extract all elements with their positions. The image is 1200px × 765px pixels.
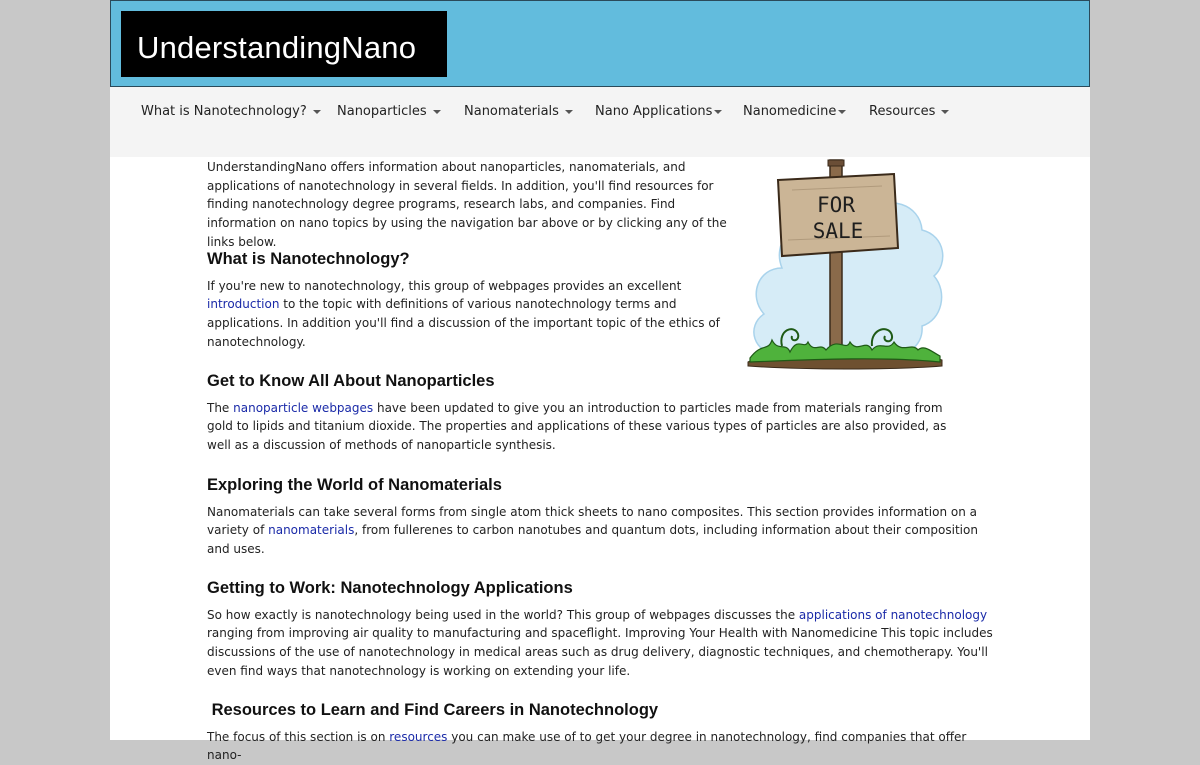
site-logo[interactable]: UnderstandingNano (121, 11, 447, 77)
paragraph-text: ranging from improving air quality to manufacturing and spaceflight. Improving Your Health with Nanomedicine This topic includes discussions of the use of nanotechnology in medical areas such as drug delivery, diagnostic techniques, and chemotherapy. You'll even find ways that nanotechnology is working on extending your life. (207, 626, 993, 678)
nav-item-nano-applications[interactable] (595, 104, 722, 126)
section-nanoparticles (207, 372, 997, 455)
caret-down-icon (714, 110, 722, 114)
section-heading: What is Nanotechnology? (207, 250, 410, 268)
nav-item-nanomedicine[interactable] (743, 104, 846, 126)
main-nav (110, 87, 1090, 157)
section-nanomaterials (207, 476, 997, 559)
nav-item-label: Nano Applications (595, 104, 713, 119)
paragraph-text: Nanomaterials can take several forms from single atom thick sheets to nano composites. This section provides information on a variety of (207, 504, 977, 538)
section-paragraph (207, 503, 997, 559)
post-cap (828, 160, 844, 166)
paragraph-text: If you're new to nanotechnology, this group of webpages provides an excellent (207, 278, 682, 293)
nav-item-nanoparticles[interactable] (337, 104, 441, 126)
caret-down-icon (838, 110, 846, 114)
intro-paragraph: UnderstandingNano offers information about nanoparticles, nanomaterials, and applications of nanotechnology in several fields. In addition, you'll find resources for finding nanotechnology degree programs, research labs, and companies. Find information on nano topics by using the navigation bar above or by clicking any of the links below. (207, 160, 727, 249)
caret-down-icon (941, 110, 949, 114)
nav-item-label: Nanomedicine (743, 104, 837, 119)
section-resources (207, 701, 997, 765)
intro-section (207, 158, 737, 252)
applications-of-nanotechnology-link[interactable]: applications of nanotechnology (798, 607, 988, 622)
resources-link[interactable]: resources (389, 729, 448, 744)
nav-item-resources[interactable] (869, 104, 949, 126)
section-heading: Exploring the World of Nanomaterials (207, 476, 502, 494)
introduction-link[interactable]: introduction (207, 297, 280, 312)
section-heading: Getting to Work: Nanotechnology Applications (207, 579, 573, 597)
site-header (110, 0, 1090, 87)
nav-item-label: Nanoparticles (337, 104, 427, 119)
nav-item-what-is-nanotechnology[interactable] (141, 104, 321, 126)
section-heading: Resources to Learn and Find Careers in Nanotechnology (207, 701, 659, 719)
nanomaterials-link[interactable]: nanomaterials (268, 523, 355, 538)
nav-item-label: Nanomaterials (464, 104, 559, 119)
nanoparticle-webpages-link[interactable]: nanoparticle webpages (233, 400, 374, 415)
sign-text-line1: FOR (817, 193, 855, 217)
nav-item-nanomaterials[interactable] (464, 104, 573, 126)
paragraph-text: The (207, 400, 234, 415)
section-paragraph (207, 606, 997, 681)
section-paragraph (207, 728, 997, 765)
paragraph-text: have been updated to give you an introduction to particles made from materials ranging from gold to lipids and titanium dioxide. The properties and applications of these various types of particles are also provided, as well as a discussion of methods of nanoparticle synthesis. (207, 400, 947, 453)
section-heading: Get to Know All About Nanoparticles (207, 372, 495, 390)
caret-down-icon (565, 110, 573, 114)
paragraph-text: to the topic with definitions of various nanotechnology terms and applications. In addition you'll find a discussion of the important topic of the ethics of nanotechnology. (207, 297, 720, 349)
section-paragraph (207, 399, 959, 455)
page (110, 0, 1090, 763)
nav-item-label: Resources (869, 104, 936, 119)
section-paragraph (207, 277, 727, 352)
paragraph-text: So how exactly is nanotechnology being used in the world? This group of webpages discusses the (207, 607, 799, 622)
caret-down-icon (433, 110, 441, 114)
paragraph-text: , from fullerenes to carbon nanotubes and quantum dots, including information about their composition and uses. (207, 523, 978, 557)
sign-text-line2: SALE (812, 219, 864, 243)
paragraph-text: The focus of this section is on (207, 729, 390, 744)
for-sale-sign-illustration (742, 156, 948, 372)
section-what-is-nanotechnology (207, 250, 727, 352)
caret-down-icon (313, 110, 321, 114)
paragraph-text: you can make use of to get your degree in nanotechnology, find companies that offer nano- (207, 729, 967, 763)
section-nanotechnology-applications (207, 579, 997, 681)
nav-item-label: What is Nanotechnology? (141, 104, 307, 119)
